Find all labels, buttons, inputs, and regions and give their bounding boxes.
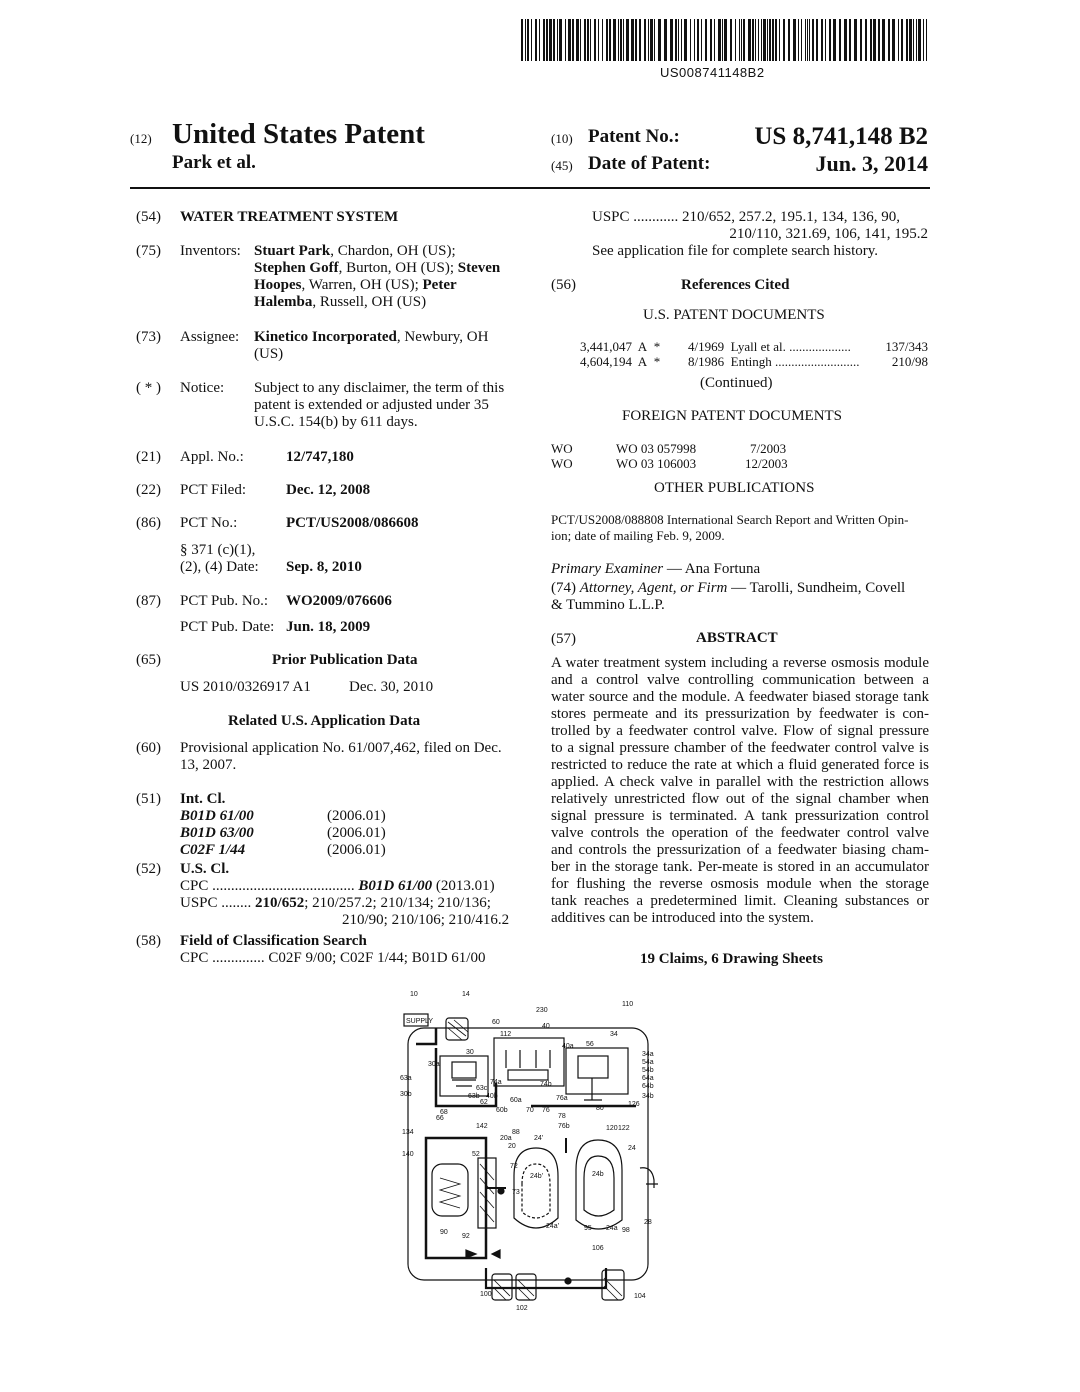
barcode-bar	[909, 19, 912, 61]
appl-no-label: Appl. No.:	[180, 449, 244, 465]
accumulator-52	[432, 1164, 468, 1216]
barcode-bar	[664, 19, 667, 61]
invention-title: WATER TREATMENT SYSTEM	[180, 209, 399, 225]
barcode-bar	[557, 19, 558, 61]
pct-pub-date: Jun. 18, 2009	[286, 619, 371, 635]
patent-type-title: United States Patent	[172, 118, 425, 150]
barcode-bar	[916, 19, 917, 61]
code-10: (10)	[551, 131, 573, 146]
barcode-bar	[525, 19, 526, 61]
reference-numeral: 20	[508, 1143, 516, 1150]
cpc-line: CPC ...................................... B01D 61/00 (2013.01)	[180, 878, 495, 894]
reference-numeral: 60	[492, 1019, 500, 1026]
reference-numeral: 60a	[510, 1097, 522, 1104]
int-cl-code: B01D 61/00	[180, 808, 254, 824]
foreign-doc-country: WO	[551, 456, 573, 471]
barcode-bar	[752, 19, 754, 61]
barcode-bar	[913, 19, 914, 61]
barcode-bar	[805, 19, 806, 61]
reference-numeral: 40a	[562, 1043, 574, 1050]
reference-numeral: 92	[462, 1233, 470, 1240]
barcode-bar	[559, 19, 562, 61]
barcode-bar	[543, 19, 545, 61]
barcode-bar	[572, 19, 574, 61]
see-application-note: See application file for complete search history.	[592, 243, 879, 259]
appl-no: 12/747,180	[286, 449, 354, 465]
barcode-bar	[801, 19, 802, 61]
barcode-bar	[788, 19, 790, 61]
reference-numeral: 28	[644, 1219, 652, 1226]
reference-numeral: 20a	[500, 1135, 512, 1142]
barcode-bar	[568, 19, 571, 61]
abstract-line: tank reaches a predetermined limit. Cleaning substances or	[551, 893, 929, 909]
reference-numeral: 74a	[490, 1079, 502, 1086]
section-371-label: (2), (4) Date:	[180, 559, 259, 575]
patent-no-label: Patent No.:	[588, 126, 680, 147]
barcode-bar	[755, 19, 756, 61]
us-doc-row: 8/1986 Entingh ..........................	[688, 354, 860, 369]
barcode-bar	[769, 19, 771, 61]
barcode-bar	[923, 19, 924, 61]
barcode-bar	[620, 19, 622, 61]
barcode-bar	[739, 19, 740, 61]
reference-numeral: 24'	[534, 1135, 544, 1142]
barcode-bar	[783, 19, 785, 61]
reference-numeral: 40b	[486, 1093, 498, 1100]
primary-examiner: Primary Examiner — Ana Fortuna	[551, 561, 761, 577]
reference-numeral: 64a	[642, 1075, 654, 1082]
other-publications-heading: OTHER PUBLICATIONS	[654, 480, 815, 496]
int-cl-label: Int. Cl.	[180, 791, 226, 807]
barcode-bar	[722, 19, 723, 61]
barcode-bar	[793, 19, 796, 61]
reference-numeral: 78	[558, 1113, 566, 1120]
barcode-bar	[531, 19, 532, 61]
reference-numeral: 30	[466, 1049, 474, 1056]
attorney: (74) Attorney, Agent, or Firm — Tarolli, Sundheim, Covell	[551, 580, 906, 596]
barcode-bar	[743, 19, 745, 61]
abstract-line: to a signal pressure chamber of the feedwater control valve is	[551, 740, 929, 756]
code-57: (57)	[551, 631, 576, 647]
field-cpc-line: CPC .............. C02F 9/00; C02F 1/44; B01D 61/00	[180, 950, 486, 966]
code-65: (65)	[136, 652, 161, 668]
barcode-bar	[741, 19, 742, 61]
inventors-label: Inventors:	[180, 243, 241, 259]
barcode-bar	[690, 19, 691, 61]
references-cited-heading: References Cited	[681, 277, 790, 293]
notice-text: Subject to any disclaimer, the term of this	[254, 380, 505, 396]
reference-numeral: 63b	[468, 1093, 480, 1100]
reference-numeral: 66	[436, 1115, 444, 1122]
reference-numeral: 98	[622, 1227, 630, 1234]
barcode-bar	[860, 19, 862, 61]
barcode-bar	[602, 19, 603, 61]
barcode-bar	[833, 19, 836, 61]
reference-numeral: 54a	[642, 1059, 654, 1066]
barcode-bar	[816, 19, 818, 61]
pct-pub-no: WO2009/076606	[286, 593, 392, 609]
barcode-bar	[807, 19, 808, 61]
reference-numeral: 30b	[400, 1091, 412, 1098]
reference-numeral: 104	[634, 1293, 646, 1300]
barcode-bar	[748, 19, 751, 61]
barcode-bar	[697, 19, 699, 61]
barcode-bar	[623, 19, 624, 61]
reference-numeral: 24a'	[546, 1223, 560, 1230]
barcode-bar	[710, 19, 712, 61]
barcode-bar	[527, 19, 529, 61]
reference-numeral: 24	[628, 1145, 636, 1152]
code-58: (58)	[136, 933, 161, 949]
us-doc-row: 4,604,194 A *	[580, 354, 661, 369]
barcode-bar	[714, 19, 715, 61]
barcode-bar	[901, 19, 903, 61]
reference-numeral: 24a	[606, 1225, 618, 1232]
reference-numeral: 90	[440, 1229, 448, 1236]
int-cl-version: (2006.01)	[327, 825, 386, 841]
code-51: (51)	[136, 791, 161, 807]
date-of-patent: Jun. 3, 2014	[815, 151, 928, 176]
inventor-line: Stuart Park, Chardon, OH (US);	[254, 243, 456, 259]
reference-numeral: 95	[584, 1225, 592, 1232]
barcode-bar	[854, 19, 857, 61]
abstract-line: for flushing the reverse osmosis module when the storage	[551, 876, 929, 892]
barcode-bar	[821, 19, 823, 61]
uspc-line: USPC ........ 210/652; 210/257.2; 210/134; 210/136;	[180, 895, 491, 911]
code-60: (60)	[136, 740, 161, 756]
barcode-bar	[678, 19, 679, 61]
barcode-bar	[580, 19, 581, 61]
barcode-bar	[829, 19, 831, 61]
reference-numeral: 140	[402, 1151, 414, 1158]
barcode-bar	[701, 19, 702, 61]
reference-numeral: 34b	[642, 1093, 654, 1100]
int-cl-version: (2006.01)	[327, 808, 386, 824]
housing-outline	[408, 1028, 648, 1280]
barcode-bar	[735, 19, 736, 61]
int-cl-code: B01D 63/00	[180, 825, 254, 841]
claims-summary: 19 Claims, 6 Drawing Sheets	[640, 951, 823, 967]
reference-numeral: 34	[610, 1031, 618, 1038]
reference-numeral: 30a	[428, 1061, 440, 1068]
related-application-heading: Related U.S. Application Data	[228, 713, 421, 729]
barcode-bar	[598, 19, 599, 61]
reference-numeral: 134	[402, 1129, 414, 1136]
reference-numeral: 63c	[476, 1085, 488, 1092]
barcode-bar	[882, 19, 885, 61]
barcode-bar	[609, 19, 611, 61]
abstract-line: additives can be introduced into the system.	[551, 910, 814, 926]
barcode-bar	[644, 19, 646, 61]
barcode-bar	[594, 19, 596, 61]
reference-numeral: 64b	[642, 1083, 654, 1090]
foreign-doc-number: WO 03 106003	[616, 456, 697, 471]
reference-numeral: 52	[472, 1151, 480, 1158]
barcode-bar	[878, 19, 880, 61]
barcode-bar	[898, 19, 899, 61]
foreign-doc-country: WO	[551, 441, 573, 456]
barcode-bar	[546, 19, 548, 61]
reference-numeral: 120	[606, 1125, 618, 1132]
reference-numeral: 88	[512, 1129, 520, 1136]
section-371-label: § 371 (c)(1),	[180, 542, 256, 558]
barcode-bar	[705, 19, 707, 61]
barcode-bar	[654, 19, 655, 61]
inventor-line: Halemba, Russell, OH (US)	[254, 294, 427, 310]
barcode-bar	[584, 19, 586, 61]
code-56: (56)	[551, 277, 576, 293]
code-21: (21)	[136, 449, 161, 465]
reference-numeral: 62	[480, 1099, 488, 1106]
abstract-line: water source and the module. A feedwater biased storage tank	[551, 689, 929, 705]
prior-publication-heading: Prior Publication Data	[272, 652, 418, 668]
attorney-line2: & Tummino L.L.P.	[551, 597, 665, 613]
notice-text: patent is extended or adjusted under 35	[254, 397, 489, 413]
barcode-bar	[590, 19, 591, 61]
reference-numeral: 106	[592, 1245, 604, 1252]
reference-numeral: 76	[542, 1107, 550, 1114]
barcode-bar	[918, 19, 921, 61]
patent-number: US 8,741,148 B2	[754, 123, 928, 150]
barcode-bar	[576, 19, 579, 61]
provisional-application: 13, 2007.	[180, 757, 237, 773]
barcode-bar	[639, 19, 641, 61]
barcode-bar	[761, 19, 762, 61]
code-73: (73)	[136, 329, 161, 345]
barcode-bar	[839, 19, 841, 61]
barcode-bar	[658, 19, 661, 61]
reference-numeral: 112	[500, 1031, 512, 1038]
reference-numeral: 142	[476, 1123, 488, 1130]
prior-publication-date: Dec. 30, 2010	[349, 679, 434, 695]
barcode-bar	[892, 19, 895, 61]
barcode-bar	[758, 19, 759, 61]
reference-numeral: 56	[586, 1041, 594, 1048]
barcode-bar	[763, 19, 766, 61]
barcode-bar	[870, 19, 872, 61]
foreign-doc-date: 12/2003	[745, 456, 788, 471]
reference-numeral: 76a	[556, 1095, 568, 1102]
reference-numeral: 68	[440, 1109, 448, 1116]
foreign-doc-number: WO 03 057998	[616, 441, 697, 456]
abstract-line: ber in the storage tank. Per-meate is stored in an accumulator	[551, 859, 929, 875]
uspc-line2: 210/90; 210/106; 210/416.2	[342, 912, 510, 928]
reference-numeral: 10	[410, 991, 418, 998]
barcode-bar	[718, 19, 721, 61]
pct-pub-date-label: PCT Pub. Date:	[180, 619, 275, 635]
barcode-bar	[606, 19, 608, 61]
foreign-patent-docs-heading: FOREIGN PATENT DOCUMENTS	[622, 408, 843, 424]
barcode-bar	[730, 19, 732, 61]
barcode-number: US008741148B2	[660, 65, 765, 80]
authors: Park et al.	[172, 152, 256, 173]
reference-numeral: 126	[628, 1101, 640, 1108]
abstract-line: relatively unrestricted flow out of the signal chamber when	[551, 791, 929, 807]
int-cl-version: (2006.01)	[327, 842, 386, 858]
barcode-bar	[775, 19, 777, 61]
barcode-bar	[648, 19, 649, 61]
barcode-bar	[767, 19, 768, 61]
code-12: (12)	[130, 131, 152, 146]
us-doc-class: 210/98	[891, 354, 928, 369]
abstract-text	[551, 655, 929, 927]
barcode-bar	[613, 19, 616, 61]
abstract-line: A water treatment system including a reverse osmosis module	[551, 655, 929, 671]
barcode-bar	[772, 19, 774, 61]
barcode-bar	[675, 19, 677, 61]
code-75: (75)	[136, 243, 161, 259]
us-cl-label: U.S. Cl.	[180, 861, 230, 877]
barcode	[521, 19, 929, 61]
section-371-date: Sep. 8, 2010	[286, 559, 362, 575]
assignee: Kinetico Incorporated, Newbury, OH	[254, 329, 489, 345]
valve-34	[566, 1048, 628, 1094]
reference-numeral: 230	[536, 1007, 548, 1014]
reference-numeral: 70	[526, 1107, 534, 1114]
reference-numeral: 100	[480, 1291, 492, 1298]
assignee-line2: (US)	[254, 346, 284, 362]
code-22: (22)	[136, 482, 161, 498]
pct-pub-no-label: PCT Pub. No.:	[180, 593, 269, 609]
barcode-bar	[535, 19, 537, 61]
code-86: (86)	[136, 515, 161, 531]
pct-no-label: PCT No.:	[180, 515, 238, 531]
storage-tank-24prime	[514, 1148, 558, 1228]
reference-numeral: 34a	[642, 1051, 654, 1058]
barcode-bar	[812, 19, 814, 61]
reference-numeral: 73	[512, 1189, 520, 1196]
barcode-bar	[844, 19, 847, 61]
us-doc-class: 137/343	[885, 339, 928, 354]
reference-numeral: 76b	[558, 1123, 570, 1130]
continued-note: (Continued)	[700, 375, 773, 391]
barcode-bar	[587, 19, 589, 61]
barcode-bar	[553, 19, 555, 61]
barcode-bar	[631, 19, 634, 61]
barcode-bar	[521, 19, 523, 61]
reference-numeral: 24b'	[530, 1173, 544, 1180]
right-uspc-line2: 210/110, 321.69, 106, 141, 195.2	[729, 226, 928, 242]
inventor-line: Hoopes, Warren, OH (US); Peter	[254, 277, 457, 293]
abstract-line: stores permeate and its pressurization by feedwater is con-	[551, 706, 929, 722]
abstract-line: signal pressure is terminated. A tank pressurization control	[551, 808, 929, 824]
foreign-doc-date: 7/2003	[750, 441, 787, 456]
abstract-line: applied. A check valve in parallel with the restriction allows	[551, 774, 929, 790]
barcode-bar	[694, 19, 695, 61]
barcode-bar	[849, 19, 851, 61]
date-of-patent-label: Date of Patent:	[588, 153, 711, 174]
barcode-bar	[779, 19, 780, 61]
us-doc-row: 4/1969 Lyall et al. ...................	[688, 339, 851, 354]
barcode-bar	[549, 19, 552, 61]
code-45: (45)	[551, 158, 573, 173]
reference-numeral: 72	[510, 1163, 518, 1170]
abstract-line: and controls the pressurization of a feedwater biasing cham-	[551, 842, 929, 858]
abstract-line: valve controls the operation of the feedwater control valve	[551, 825, 929, 841]
other-publication: ion; date of mailing Feb. 9, 2009.	[551, 528, 725, 543]
barcode-bar	[684, 19, 687, 61]
reference-numeral: 60b	[496, 1107, 508, 1114]
reference-numeral: 102	[516, 1305, 528, 1312]
us-doc-row: 3,441,047 A *	[580, 339, 661, 354]
abstract-heading: ABSTRACT	[696, 630, 778, 646]
barcode-bar	[888, 19, 890, 61]
barcode-bar	[906, 19, 908, 61]
reference-numeral: 74b	[540, 1081, 552, 1088]
pct-filed-date: Dec. 12, 2008	[286, 482, 371, 498]
other-publication: PCT/US2008/088808 International Search Report and Written Opin-	[551, 512, 909, 527]
schematic-drawing	[396, 988, 664, 1324]
code-52: (52)	[136, 861, 161, 877]
barcode-bar	[926, 19, 927, 61]
assignee-label: Assignee:	[180, 329, 240, 345]
barcode-bar	[618, 19, 619, 61]
barcode-bar	[635, 19, 637, 61]
reference-numeral: 14	[462, 991, 470, 998]
right-uspc-line: USPC ............ 210/652, 257.2, 195.1, 134, 136, 90,	[592, 209, 900, 225]
field-of-search-label: Field of Classification Search	[180, 933, 367, 949]
reference-numeral: 24b	[592, 1171, 604, 1178]
code-54: (54)	[136, 209, 161, 225]
reference-numeral: 40	[542, 1023, 550, 1030]
barcode-bar	[865, 19, 867, 61]
notice-text: U.S.C. 154(b) by 611 days.	[254, 414, 418, 430]
code-87: (87)	[136, 593, 161, 609]
barcode-bar	[626, 19, 629, 61]
supply-label: SUPPLY	[406, 1018, 434, 1025]
reference-numeral: 110	[622, 1001, 634, 1008]
header-rule	[130, 187, 930, 189]
abstract-line: and a control valve controlling communication between a	[551, 672, 929, 688]
barcode-bar	[650, 19, 653, 61]
barcode-bar	[825, 19, 826, 61]
reference-numeral: 63a	[400, 1075, 412, 1082]
abstract-line: trolled by a feedwater control valve. Flow of signal pressure	[551, 723, 929, 739]
barcode-bar	[798, 19, 799, 61]
prior-publication-number: US 2010/0326917 A1	[180, 679, 311, 695]
pct-no: PCT/US2008/086608	[286, 515, 419, 531]
code-notice: ( * )	[136, 380, 161, 396]
inventor-line: Stephen Goff, Burton, OH (US); Steven	[254, 260, 501, 276]
notice-label: Notice:	[180, 380, 225, 396]
faucet-28	[640, 1168, 658, 1188]
valve-40	[494, 1038, 564, 1086]
reference-numeral: 122	[618, 1125, 630, 1132]
int-cl-code: C02F 1/44	[180, 842, 246, 858]
abstract-line: restricted to reduce the rate at which a fluid generated force is	[551, 757, 929, 773]
barcode-bar	[565, 19, 566, 61]
provisional-application: Provisional application No. 61/007,462, filed on Dec.	[180, 740, 502, 756]
us-patent-docs-heading: U.S. PATENT DOCUMENTS	[643, 307, 825, 323]
barcode-bar	[724, 19, 727, 61]
reference-numeral: 80	[596, 1105, 604, 1112]
barcode-bar	[539, 19, 540, 61]
barcode-bar	[670, 19, 673, 61]
reference-numeral: 54b	[642, 1067, 654, 1074]
pct-filed-label: PCT Filed:	[180, 482, 246, 498]
barcode-bar	[809, 19, 810, 61]
barcode-bar	[681, 19, 682, 61]
barcode-bar	[873, 19, 876, 61]
